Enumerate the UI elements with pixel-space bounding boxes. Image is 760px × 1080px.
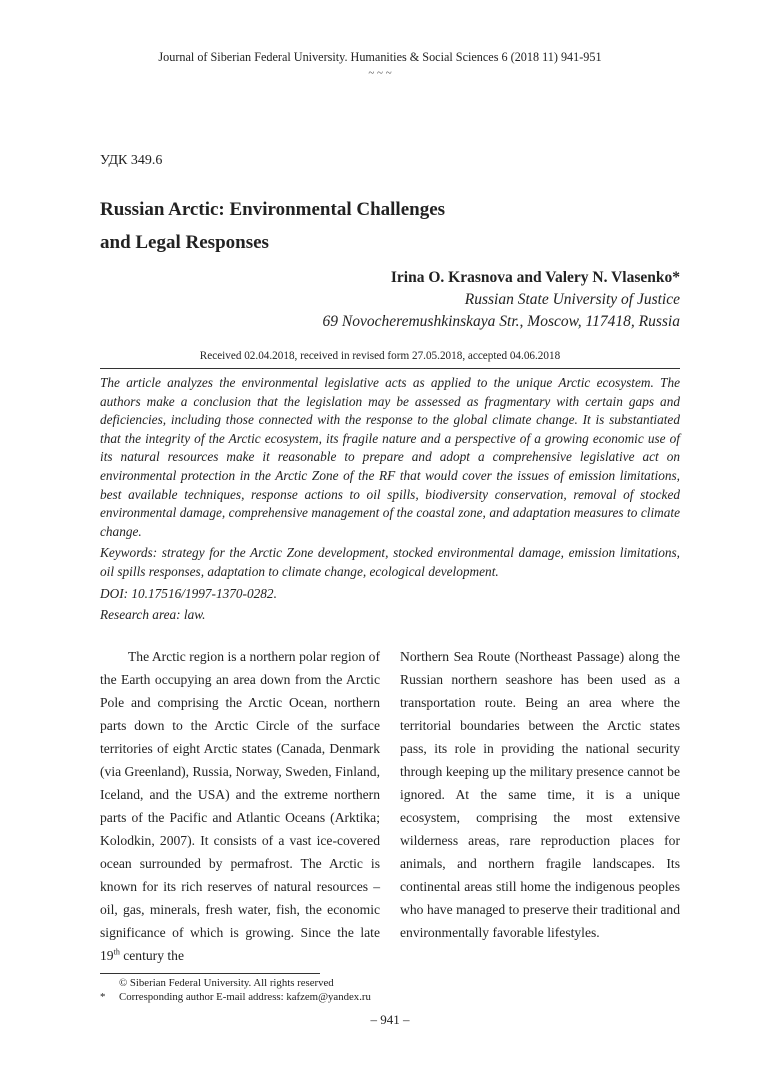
divider [100,368,680,369]
paragraph [100,645,380,967]
text-run: The Arctic region is a northern polar region of the Earth occupying an area down from the Arctic Pole and comprising the Arctic Ocean, northern parts down to the Arctic Circle of the surface territories of eight Arctic states (Canada, Denmark (via Greenland), Russia, Norway, Sweden, Finland, Iceland, and the USA) and the extreme northern parts of the Pacific and Atlantic Oceans (Arktika; Kolodkin, 2007). It consists of a vast ice-covered ocean surrounded by permafrost. The Arctic is known for its rich reserves of natural resources – oil, gas, minerals, fresh water, fish, the economic significance of which is growing. Since the late 19 [100,648,380,963]
left-column [100,645,380,967]
keywords: Keywords: strategy for the Arctic Zone development, stocked environmental damage, emission limitations, oil spills responses, adaptation to climate change, ecological development. [100,545,680,579]
footnote-mark: * [100,990,106,1003]
udk-code: УДК 349.6 [100,153,163,168]
paragraph: Northern Sea Route (Northeast Passage) along the Russian northern seashore has been used as a transportation route. Being an area where the territorial boundaries between the Arctic states pass, its role in providing the national security through keeping up the military presence cannot be ignored. At the same time, it is a unique ecosystem, comprising the most extensive wilderness areas, rare reproduction places for animals, and northern fragile landscapes. Its continental areas still home the indigenous peoples who have managed to preserve their traditional and environmentally favorable lifestyles. [400,648,680,940]
footnotes [100,976,680,1004]
footnote-divider [100,973,320,974]
superscript: th [113,947,120,957]
abstract [100,374,680,625]
title-line-2: and Legal Responses [100,232,269,253]
corresponding-author-note: Corresponding author E-mail address: kafzem@yandex.ru [119,990,371,1003]
title-line-1: Russian Arctic: Environmental Challenges [100,199,446,220]
article-title [100,193,445,259]
body-text [100,645,680,967]
author-names: Irina O. Krasnova and Valery N. Vlasenko* [390,269,680,286]
main-flow [100,368,680,1068]
affiliation: Russian State University of Justice [464,291,680,308]
copyright-note: © Siberian Federal University. All rights reserved [119,976,334,989]
author-block [323,267,680,333]
abstract-text: The article analyzes the environmental legislative acts as applied to the unique Arctic ecosystem. The authors make a conclusion that the legislation may be assessed as fragmentary with certain gaps and deficiencies, including those connected with the response to the global climate change. It is substantiated that the integrity of the Arctic ecosystem, its fragile nature and a perspective of a growing economic use of its natural resources make it reasonable to prepare and adopt a comprehensive legislative act on environmental protection in the Arctic Zone of the RF that would cover the issues of emission limitations, best available techniques, response actions to oil spills, biodiversity conservation, removal of stocked environmental damage, comprehensive management of the coastal zone, and adaptation measures to climate change. [100,375,680,539]
received-dates: Received 02.04.2018, received in revised form 27.05.2018, accepted 04.06.2018 [199,350,561,362]
research-area: Research area: law. [100,607,206,623]
page-number: – 941 – [370,1011,410,1027]
header-separator: ~ ~ ~ [368,67,392,79]
address: 69 Novocheremushkinskaya Str., Moscow, 117418, Russia [322,313,680,330]
journal-header: Journal of Siberian Federal University. Humanities & Social Sciences 6 (2018 11) 941-951 [158,50,602,64]
text-run: century the [119,947,184,963]
right-column [400,645,680,967]
doi: DOI: 10.17516/1997-1370-0282. [100,585,277,601]
